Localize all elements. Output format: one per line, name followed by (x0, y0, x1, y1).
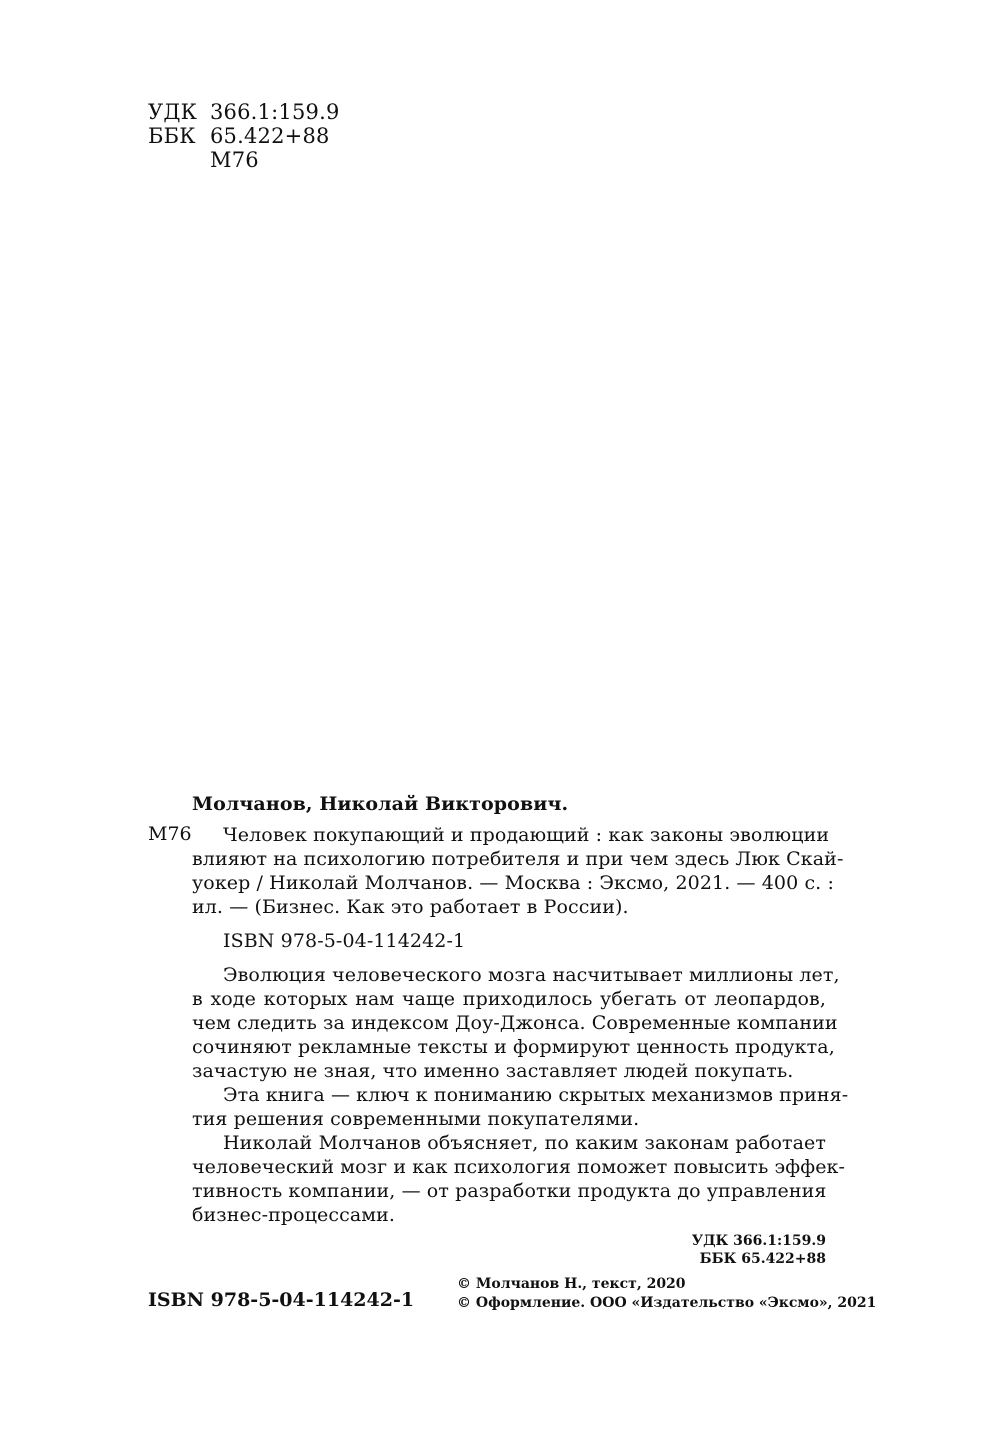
card-description-line: Человек покупающий и продающий : как законы эволюции (223, 824, 830, 846)
author-mark: М76 (210, 148, 259, 172)
card-description-line: ил. — (Бизнес. Как это работает в России). (192, 896, 629, 918)
annotation-line: в ходе которых нам чаще приходилось убегать от леопардов, (192, 988, 826, 1010)
annotation-line: сочиняют рекламные тексты и формируют ценность продукта, (192, 1036, 835, 1058)
card-description-line: влияют на психологию потребителя и при чем здесь Люк Скай- (192, 848, 844, 870)
bbk-value: 65.422+88 (210, 124, 330, 148)
udk-label: УДК (148, 100, 198, 124)
udk-line (148, 100, 340, 124)
footer-bbk: ББК 65.422+88 (699, 1251, 826, 1267)
annotation-line: человеческий мозг и как психология поможет повысить эффек- (192, 1156, 846, 1178)
annotation-line: бизнес-процессами. (192, 1204, 396, 1226)
copyright-text: © Молчанов Н., текст, 2020 (457, 1276, 686, 1292)
bbk-label: ББК (148, 124, 196, 148)
annotation-line: зачастую не зная, что именно заставляет людей покупать. (192, 1060, 794, 1082)
annotation-line: Николай Молчанов объясняет, по каким законам работает (223, 1132, 826, 1154)
bbk-line (148, 124, 330, 148)
udk-value: 366.1:159.9 (210, 100, 340, 124)
card-author-mark: М76 (148, 823, 192, 845)
annotation-line: тивность компании, — от разработки продукта до управления (192, 1180, 827, 1202)
annotation-line: чем следить за индексом Доу-Джонса. Современные компании (192, 1012, 838, 1034)
annotation-line: Эта книга — ключ к пониманию скрытых механизмов приня- (223, 1084, 849, 1106)
card-author: Молчанов, Николай Викторович. (192, 793, 569, 815)
card-description-line: уокер / Николай Молчанов. — Москва : Эксмо, 2021. — 400 с. : (192, 872, 834, 894)
card-isbn: ISBN 978-5-04-114242-1 (223, 930, 466, 952)
footer-isbn: ISBN 978-5-04-114242-1 (148, 1289, 415, 1311)
footer-udk: УДК 366.1:159.9 (691, 1233, 826, 1249)
annotation-line: тия решения современными покупателями. (192, 1108, 640, 1130)
annotation-line: Эволюция человеческого мозга насчитывает миллионы лет, (223, 964, 840, 986)
copyright-design: © Оформление. ООО «Издательство «Эксмо», 2021 (457, 1295, 877, 1311)
